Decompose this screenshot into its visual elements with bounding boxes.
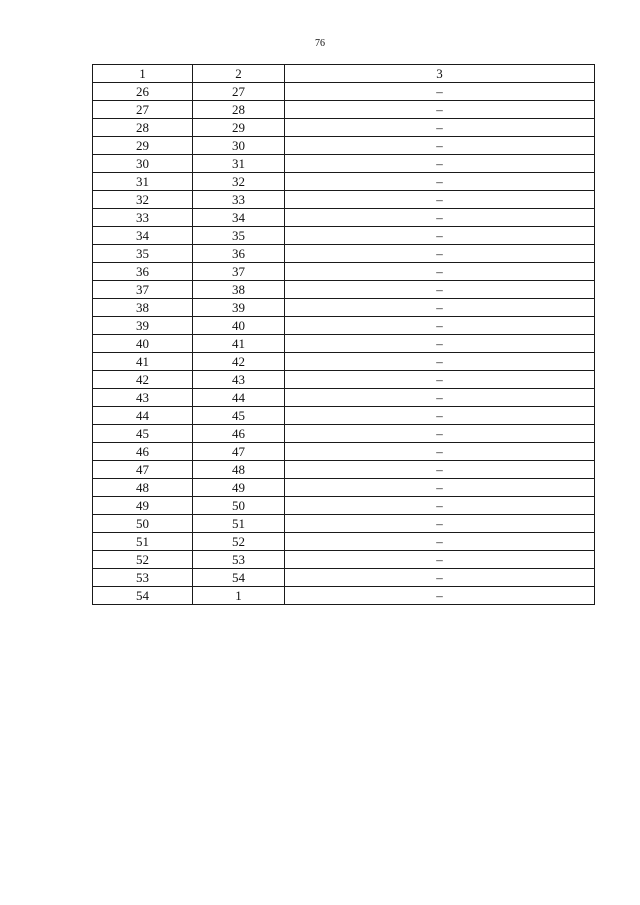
table-cell-col-2: 40	[193, 317, 285, 335]
table-cell-col-2: 36	[193, 245, 285, 263]
table-cell-col-2: 41	[193, 335, 285, 353]
table-cell-col-3: –	[285, 299, 595, 317]
table-cell-col-1: 35	[93, 245, 193, 263]
table-cell-col-3: –	[285, 587, 595, 605]
table-row	[93, 227, 595, 245]
table-cell-col-2: 32	[193, 173, 285, 191]
table-row	[93, 371, 595, 389]
table-row	[93, 479, 595, 497]
table-cell-col-3: –	[285, 155, 595, 173]
table-cell-col-1: 47	[93, 461, 193, 479]
table-cell-col-3: –	[285, 551, 595, 569]
table-cell-col-1: 44	[93, 407, 193, 425]
table-cell-col-1: 34	[93, 227, 193, 245]
table-cell-col-2: 46	[193, 425, 285, 443]
table-cell-col-3: –	[285, 533, 595, 551]
table-cell-col-3: –	[285, 119, 595, 137]
table-cell-col-2: 33	[193, 191, 285, 209]
table-cell-col-2: 47	[193, 443, 285, 461]
table-cell-col-3: –	[285, 425, 595, 443]
table-cell-col-1: 54	[93, 587, 193, 605]
table-row	[93, 335, 595, 353]
table-cell-col-3: –	[285, 263, 595, 281]
table-cell-col-2: 52	[193, 533, 285, 551]
table-cell-col-2: 28	[193, 101, 285, 119]
table-cell-col-1: 41	[93, 353, 193, 371]
table-row	[93, 497, 595, 515]
table-cell-col-2: 48	[193, 461, 285, 479]
table-cell-col-2: 50	[193, 497, 285, 515]
table-cell-col-3: –	[285, 137, 595, 155]
table-cell-col-2: 27	[193, 83, 285, 101]
table-row	[93, 209, 595, 227]
table-row	[93, 245, 595, 263]
column-header-3: 3	[285, 65, 595, 83]
table-row	[93, 569, 595, 587]
table-cell-col-2: 39	[193, 299, 285, 317]
table-cell-col-1: 28	[93, 119, 193, 137]
table-cell-col-1: 52	[93, 551, 193, 569]
table-cell-col-1: 53	[93, 569, 193, 587]
table-cell-col-3: –	[285, 281, 595, 299]
table-cell-col-3: –	[285, 461, 595, 479]
table-cell-col-1: 26	[93, 83, 193, 101]
table-cell-col-3: –	[285, 353, 595, 371]
table-row	[93, 353, 595, 371]
column-header-2: 2	[193, 65, 285, 83]
page-number: 76	[315, 38, 325, 49]
table-row	[93, 83, 595, 101]
table-cell-col-2: 54	[193, 569, 285, 587]
table-cell-col-1: 49	[93, 497, 193, 515]
table-cell-col-3: –	[285, 317, 595, 335]
table-cell-col-2: 35	[193, 227, 285, 245]
table-cell-col-2: 53	[193, 551, 285, 569]
table-row	[93, 173, 595, 191]
table-header	[93, 65, 595, 83]
table-cell-col-2: 38	[193, 281, 285, 299]
table-cell-col-3: –	[285, 569, 595, 587]
table-row	[93, 461, 595, 479]
table-cell-col-1: 32	[93, 191, 193, 209]
table-cell-col-1: 43	[93, 389, 193, 407]
table-row	[93, 155, 595, 173]
table-row	[93, 425, 595, 443]
table-row	[93, 551, 595, 569]
table-cell-col-1: 39	[93, 317, 193, 335]
table-cell-col-3: –	[285, 101, 595, 119]
table-cell-col-2: 44	[193, 389, 285, 407]
table-row	[93, 533, 595, 551]
data-table	[92, 64, 595, 605]
table-row	[93, 119, 595, 137]
table-cell-col-1: 30	[93, 155, 193, 173]
table-cell-col-1: 38	[93, 299, 193, 317]
table-cell-col-2: 30	[193, 137, 285, 155]
table-cell-col-3: –	[285, 335, 595, 353]
table-cell-col-2: 43	[193, 371, 285, 389]
table-row	[93, 263, 595, 281]
table-cell-col-3: –	[285, 407, 595, 425]
table-row	[93, 191, 595, 209]
table-row	[93, 407, 595, 425]
table-row	[93, 299, 595, 317]
table-cell-col-2: 51	[193, 515, 285, 533]
table-row	[93, 515, 595, 533]
table-cell-col-2: 37	[193, 263, 285, 281]
table-cell-col-3: –	[285, 227, 595, 245]
table-cell-col-3: –	[285, 497, 595, 515]
table-cell-col-1: 31	[93, 173, 193, 191]
table-cell-col-2: 29	[193, 119, 285, 137]
table-cell-col-1: 51	[93, 533, 193, 551]
table-cell-col-1: 45	[93, 425, 193, 443]
table-cell-col-1: 29	[93, 137, 193, 155]
table-cell-col-2: 49	[193, 479, 285, 497]
table-cell-col-1: 40	[93, 335, 193, 353]
table-cell-col-1: 46	[93, 443, 193, 461]
table-cell-col-1: 36	[93, 263, 193, 281]
table-cell-col-2: 34	[193, 209, 285, 227]
header-row	[93, 65, 595, 83]
table-cell-col-1: 37	[93, 281, 193, 299]
table-cell-col-2: 1	[193, 587, 285, 605]
table-cell-col-2: 42	[193, 353, 285, 371]
table-cell-col-3: –	[285, 371, 595, 389]
table-cell-col-1: 50	[93, 515, 193, 533]
table-row	[93, 281, 595, 299]
table-row	[93, 389, 595, 407]
table-cell-col-3: –	[285, 515, 595, 533]
table-row	[93, 587, 595, 605]
table-cell-col-2: 31	[193, 155, 285, 173]
table-cell-col-2: 45	[193, 407, 285, 425]
table-cell-col-1: 48	[93, 479, 193, 497]
table-cell-col-3: –	[285, 173, 595, 191]
table-row	[93, 443, 595, 461]
table-body	[93, 83, 595, 605]
table-cell-col-3: –	[285, 389, 595, 407]
table-cell-col-3: –	[285, 209, 595, 227]
table-cell-col-3: –	[285, 443, 595, 461]
table-cell-col-1: 42	[93, 371, 193, 389]
table-cell-col-3: –	[285, 191, 595, 209]
column-header-1: 1	[93, 65, 193, 83]
table-cell-col-3: –	[285, 245, 595, 263]
table-row	[93, 317, 595, 335]
table-cell-col-1: 27	[93, 101, 193, 119]
table-cell-col-3: –	[285, 83, 595, 101]
table-cell-col-1: 33	[93, 209, 193, 227]
table-row	[93, 137, 595, 155]
table-row	[93, 101, 595, 119]
table-cell-col-3: –	[285, 479, 595, 497]
